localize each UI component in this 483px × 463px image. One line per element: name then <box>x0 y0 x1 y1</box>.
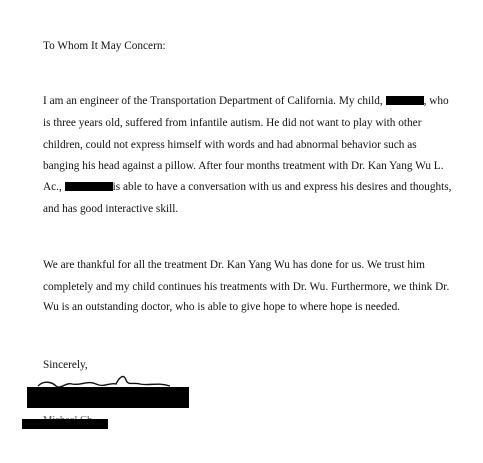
paragraph1-line5-start: Ac., <box>43 181 65 193</box>
salutation: To Whom It May Concern: <box>43 40 166 52</box>
paragraph1-line4: banging his head against a pillow. After four months treatment with Dr. Kan Yang Wu L. <box>43 160 444 172</box>
paragraph1-line1-start: I am an engineer of the Transportation Department of California. My child, <box>43 95 386 107</box>
redacted-signer-name <box>22 419 108 429</box>
paragraph1-line5-end: is able to have a conversation with us and express his desires and thoughts, <box>112 181 452 193</box>
paragraph1-line3: children, could not express himself with words and had abnormal behavior such as <box>43 139 417 151</box>
redacted-child-name <box>65 182 113 191</box>
paragraph1-line6: and has good interactive skill. <box>43 203 179 215</box>
paragraph2-line3: Wu is an outstanding doctor, who is able to give hope to where hope is needed. <box>43 301 401 313</box>
paragraph1-line2: is three years old, suffered from infantile autism. He did not want to play with other <box>43 117 422 129</box>
redacted-signature <box>27 387 189 408</box>
redacted-child-name <box>386 96 424 105</box>
paragraph1-line1-end: , who <box>423 95 449 107</box>
closing: Sincerely, <box>43 359 88 371</box>
paragraph1-line5 <box>43 181 452 193</box>
paragraph1-line1 <box>43 95 449 107</box>
paragraph2-line2: completely and my child continues his treatments with Dr. Wu. Furthermore, we think Dr. <box>43 281 450 293</box>
paragraph2-line1: We are thankful for all the treatment Dr. Kan Yang Wu has done for us. We trust him <box>43 259 425 271</box>
